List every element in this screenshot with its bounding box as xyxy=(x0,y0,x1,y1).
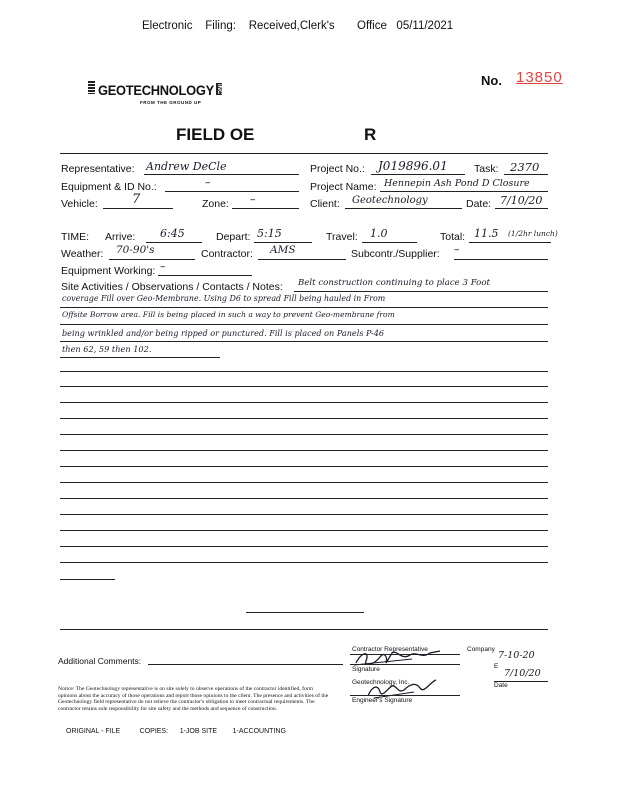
additional-comments-line xyxy=(148,664,343,665)
subcontr-line xyxy=(454,259,548,260)
arrive-label: Arrive: xyxy=(105,231,136,243)
project-name-line xyxy=(380,191,548,192)
logo-suffix: INC xyxy=(216,84,222,95)
equipment-label: Equipment & ID No.: xyxy=(61,181,157,193)
logo-mark-icon xyxy=(88,81,95,94)
travel-value: 1.0 xyxy=(370,227,388,240)
logo-text: GEOTECHNOLOGY xyxy=(98,82,214,98)
notes-rule-5 xyxy=(60,357,220,358)
header-divider xyxy=(60,153,548,154)
equipment-line xyxy=(165,191,299,192)
report-no-label: No. xyxy=(481,73,502,88)
task-value: 2370 xyxy=(510,160,540,174)
representative-label: Representative: xyxy=(61,163,135,175)
representative-value: Andrew DeCle xyxy=(146,160,227,173)
date-line xyxy=(495,208,548,209)
equipment-value: – xyxy=(205,176,211,189)
contractor-date-mark: E xyxy=(494,663,499,670)
notes-line-5: then 62, 59 then 102. xyxy=(62,344,152,354)
blank-rule xyxy=(60,482,548,483)
project-no-label: Project No.: xyxy=(310,163,365,175)
depart-value: 5:15 xyxy=(257,227,282,240)
engineer-signature-line xyxy=(350,695,460,696)
contractor-label: Contractor: xyxy=(201,248,253,260)
equipment-working-line xyxy=(158,275,252,276)
blank-rule xyxy=(60,562,548,563)
project-name-label: Project Name: xyxy=(310,181,377,193)
task-line xyxy=(504,174,548,175)
weather-label: Weather: xyxy=(61,248,104,260)
filing-stamp: Electronic Filing: Received,Clerk's Office 05/11/2021 xyxy=(142,20,454,32)
contractor-rep-label: Contractor Representative xyxy=(352,646,428,653)
report-no: 13850 xyxy=(516,69,563,86)
notes-line-1: Belt construction continuing to place 3 Foot xyxy=(298,278,490,288)
title-right: R xyxy=(364,125,377,144)
depart-line xyxy=(254,242,312,243)
logo xyxy=(88,79,228,109)
blank-rule xyxy=(60,418,548,419)
depart-label: Depart: xyxy=(216,231,251,243)
zone-value: – xyxy=(250,193,256,206)
subcontr-value: – xyxy=(454,243,460,256)
arrive-line xyxy=(146,242,202,243)
total-note: (1/2hr lunch) xyxy=(508,229,558,238)
blank-rule xyxy=(60,498,548,499)
notes-rule-2 xyxy=(60,307,548,308)
notice-text: Notice: The Geotechnology representative is on site solely to observe operations of the contractor identified, form opinions about the accuracy of those operations and report those opinions to the client. The presence and activities of the Geotechnology field representative do not relieve the contractor's obligation to meet contractual requirements. The contractor retains sole responsibility for site safety and the methods and sequence of construction. xyxy=(58,686,329,712)
vehicle-value: 7 xyxy=(132,192,141,207)
subcontr-label: Subcontr./Supplier: xyxy=(351,248,440,260)
travel-label: Travel: xyxy=(326,231,358,243)
total-label: Total: xyxy=(440,231,466,243)
vehicle-line xyxy=(103,208,173,209)
notes-rule-3 xyxy=(60,324,548,325)
engineer-signature-date: 7/10/20 xyxy=(504,668,541,679)
contractor-signature-label: Signature xyxy=(352,666,380,673)
client-label: Client: xyxy=(310,198,340,210)
notes-line-4: being wrinkled and/or being ripped or punctured. Fill is placed on Panels P-46 xyxy=(62,328,385,338)
equipment-working-label: Equipment Working: xyxy=(61,265,156,277)
blank-rule xyxy=(246,612,364,613)
blank-rule xyxy=(60,514,548,515)
representative-line xyxy=(144,174,299,175)
notes-rule-4 xyxy=(60,341,548,342)
blank-rule xyxy=(60,386,548,387)
zone-label: Zone: xyxy=(202,198,229,210)
notes-line-3: Offsite Borrow area. Fill is being placed in such a way to prevent Geo-membrane from xyxy=(62,310,395,319)
blank-rule xyxy=(60,450,548,451)
notes-rule-1 xyxy=(294,291,548,292)
date-label: Date: xyxy=(466,198,492,210)
blank-rule xyxy=(60,530,548,531)
site-activities-label: Site Activities / Observations / Contacts / Notes: xyxy=(61,281,283,293)
project-no-value: J019896.01 xyxy=(378,159,448,173)
blank-rule xyxy=(60,546,548,547)
logo-tagline: FROM THE GROUND UP xyxy=(140,100,202,105)
additional-comments-label: Additional Comments: xyxy=(58,656,142,666)
copies-line: ORIGINAL - FILE COPIES: 1-JOB SITE 1-ACCOUNTING xyxy=(66,728,286,735)
project-no-line xyxy=(371,174,465,175)
notes-line-2: coverage Fill over Geo-Membrane. Using D6 to spread Fill being hauled in From xyxy=(62,294,386,303)
blank-rule xyxy=(60,402,548,403)
contractor-signature-date: 7-10-20 xyxy=(498,650,535,661)
contractor-value: AMS xyxy=(270,244,296,256)
blank-rule xyxy=(60,434,548,435)
contractor-line xyxy=(258,259,346,260)
geotech-label: Geotechnology, Inc. xyxy=(352,679,410,686)
blank-rule xyxy=(60,579,115,580)
total-line xyxy=(469,242,551,243)
arrive-value: 6:45 xyxy=(160,227,185,240)
time-label: TIME: xyxy=(61,231,89,243)
travel-line xyxy=(362,242,417,243)
task-label: Task: xyxy=(474,163,499,175)
date-value: 7/10/20 xyxy=(500,194,543,207)
blank-rule xyxy=(60,371,548,372)
vehicle-label: Vehicle: xyxy=(61,198,98,210)
contractor-signature-line xyxy=(350,664,460,665)
engineer-date-label: Date xyxy=(494,682,508,689)
project-name-value: Hennepin Ash Pond D Closure xyxy=(384,178,530,189)
total-value: 11.5 xyxy=(474,227,499,240)
equipment-working-value: – xyxy=(160,260,166,273)
company-label: Company xyxy=(467,646,495,653)
blank-rule xyxy=(60,466,548,467)
zone-line xyxy=(232,208,299,209)
weather-line xyxy=(109,259,195,260)
engineer-signature-label: Engineer's Signature xyxy=(352,697,413,704)
blank-rule xyxy=(60,629,548,630)
weather-value: 70-90's xyxy=(116,244,155,256)
title-left: FIELD OE xyxy=(176,125,255,144)
client-value: Geotechnology xyxy=(352,195,428,206)
client-line xyxy=(345,208,462,209)
